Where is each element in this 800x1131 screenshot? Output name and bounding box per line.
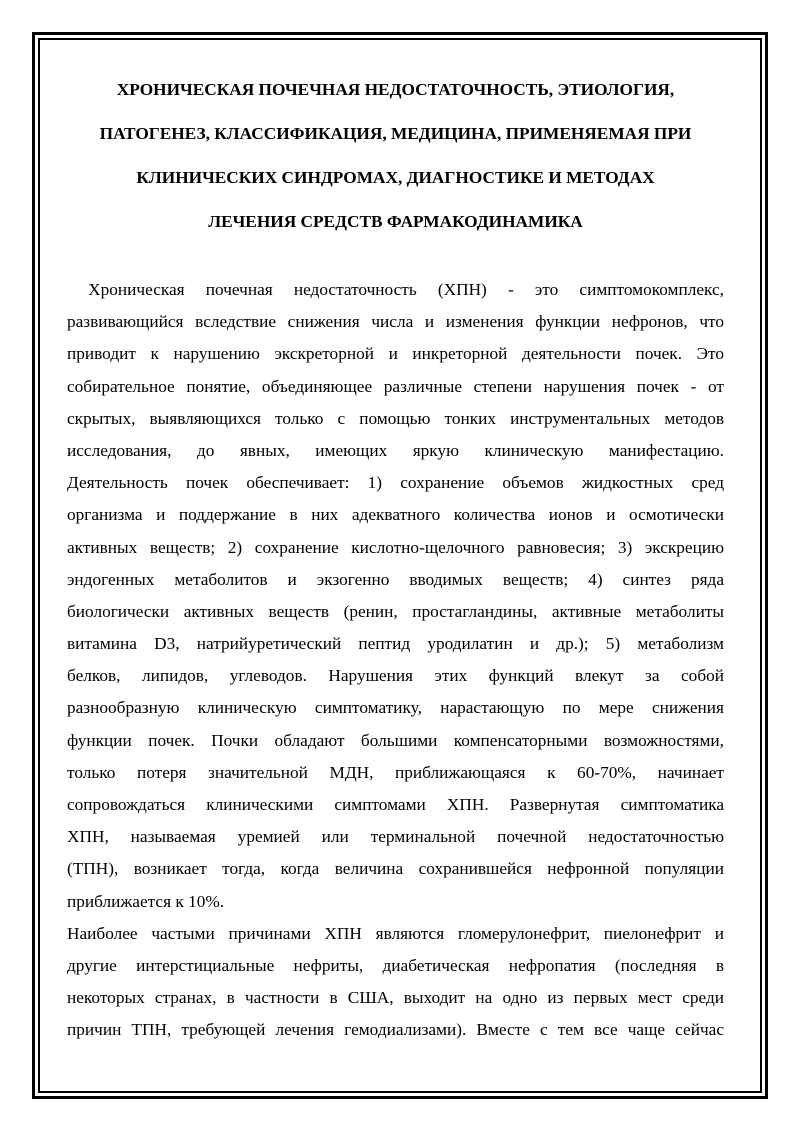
text-line: другие интерстициальные нефриты, диабетическая нефропатия (последняя в: [67, 955, 724, 975]
text-line: приближается к 10%.: [67, 891, 225, 911]
text-line: ХПН, называемая уремией или терминальной почечной недостаточностью: [67, 827, 724, 847]
title-line: ХРОНИЧЕСКАЯ ПОЧЕЧНАЯ НЕДОСТАТОЧНОСТЬ, ЭТИОЛОГИЯ,: [116, 80, 675, 99]
title-line: ЛЕЧЕНИЯ СРЕДСТВ ФАРМАКОДИНАМИКА: [208, 212, 583, 231]
text-line: разнообразную клиническую симптоматику, нарастающую по мере снижения: [67, 698, 724, 718]
text-line: скрытых, выявляющихся только с помощью тонких инструментальных методов: [67, 408, 724, 428]
text-line: Деятельность почек обеспечивает: 1) сохранение объемов жидкостных сред: [67, 473, 724, 493]
paragraph-1: [67, 274, 724, 918]
text-line: (ТПН), возникает тогда, когда величина сохранившейся нефронной популяции: [67, 859, 724, 879]
title-line: КЛИНИЧЕСКИХ СИНДРОМАХ, ДИАГНОСТИКЕ И МЕТОДАХ: [136, 168, 655, 187]
text-line: организма и поддержание в них адекватного количества ионов и осмотически: [67, 505, 724, 525]
document-title: [67, 68, 724, 244]
text-line: причин ТПН, требующей лечения гемодиализами). Вместе с тем все чаще сейчас: [67, 1020, 724, 1040]
text-line: исследования, до явных, имеющих яркую клиническую манифестацию.: [67, 440, 724, 460]
text-line: приводит к нарушению экскреторной и инкреторной деятельности почек. Это: [67, 344, 724, 364]
text-line: развивающийся вследствие снижения числа и изменения функции нефронов, что: [67, 312, 724, 332]
text-line: биологически активных веществ (ренин, простагландины, активные метаболиты: [67, 601, 724, 621]
text-line: сопровождаться клиническими симптомами ХПН. Развернутая симптоматика: [67, 795, 724, 814]
text-line: витамина D3, натрийуретический пептид уродилатин и др.); 5) метаболизм: [67, 634, 724, 654]
text-line: белков, липидов, углеводов. Нарушения этих функций влекут за собой: [67, 666, 724, 686]
text-line: собирательное понятие, объединяющее различные степени нарушения почек - от: [67, 376, 724, 396]
text-line: некоторых странах, в частности в США, выходит на одно из первых мест среди: [67, 988, 724, 1008]
paragraph-2: [67, 918, 724, 1047]
text-line: эндогенных метаболитов и экзогенно вводимых веществ; 4) синтез ряда: [67, 569, 724, 589]
document-body: [67, 68, 724, 1078]
text-line: функции почек. Почки обладают большими компенсаторными возможностями,: [67, 730, 724, 750]
text-line: только потеря значительной МДН, приближающаяся к 60-70%, начинает: [67, 762, 724, 782]
text-line: Хроническая почечная недостаточность (ХПН) - это симптомокомплекс,: [67, 280, 724, 299]
text-line: Наиболее частыми причинами ХПН являются гломерулонефрит, пиелонефрит и: [67, 923, 724, 943]
text-line: активных веществ; 2) сохранение кислотно-щелочного равновесия; 3) экскрецию: [67, 537, 724, 557]
title-line: ПАТОГЕНЕЗ, КЛАССИФИКАЦИЯ, МЕДИЦИНА, ПРИМЕНЯЕМАЯ ПРИ: [99, 124, 692, 143]
